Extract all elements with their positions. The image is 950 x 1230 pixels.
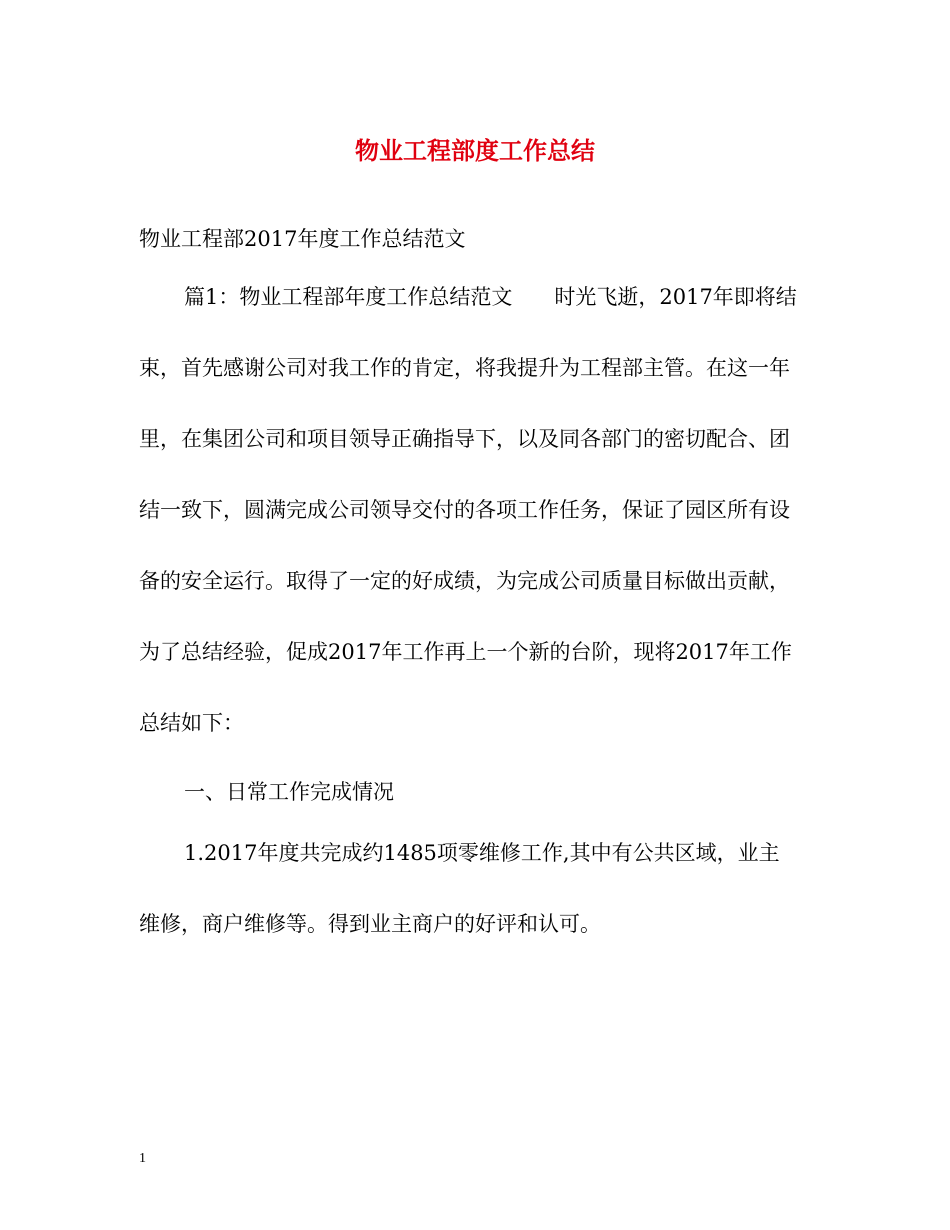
paragraph-line: 备的安全运行。取得了一定的好成绩，为完成公司质量目标做出贡献， bbox=[139, 569, 790, 593]
paragraph-line: 结一致下，圆满完成公司领导交付的各项工作任务，保证了园区所有设 bbox=[139, 498, 790, 522]
paragraph-line: 维修，商户维修等。得到业主商户的好评和认可。 bbox=[139, 912, 601, 936]
paragraph-line: 束，首先感谢公司对我工作的肯定，将我提升为工程部主管。在这一年 bbox=[139, 356, 790, 380]
paragraph-line: 里，在集团公司和项目领导正确指导下，以及同各部门的密切配合、团 bbox=[139, 427, 790, 451]
document-subtitle: 物业工程部2017年度工作总结范文 bbox=[139, 227, 466, 251]
paragraph-line: 1.2017年度共完成约1485项零维修工作,其中有公共区域，业主 bbox=[184, 841, 780, 865]
paragraph-line: 总结如下： bbox=[139, 711, 244, 735]
paragraph-line: 篇1：物业工程部年度工作总结范文 时光飞逝，2017年即将结 bbox=[184, 285, 797, 309]
paragraph-line: 为了总结经验，促成2017年工作再上一个新的台阶，现将2017年工作 bbox=[139, 640, 792, 664]
document-title: 物业工程部度工作总结 bbox=[355, 136, 595, 165]
page-number: 1 bbox=[139, 1151, 146, 1166]
section-heading: 一、日常工作完成情况 bbox=[184, 780, 394, 804]
